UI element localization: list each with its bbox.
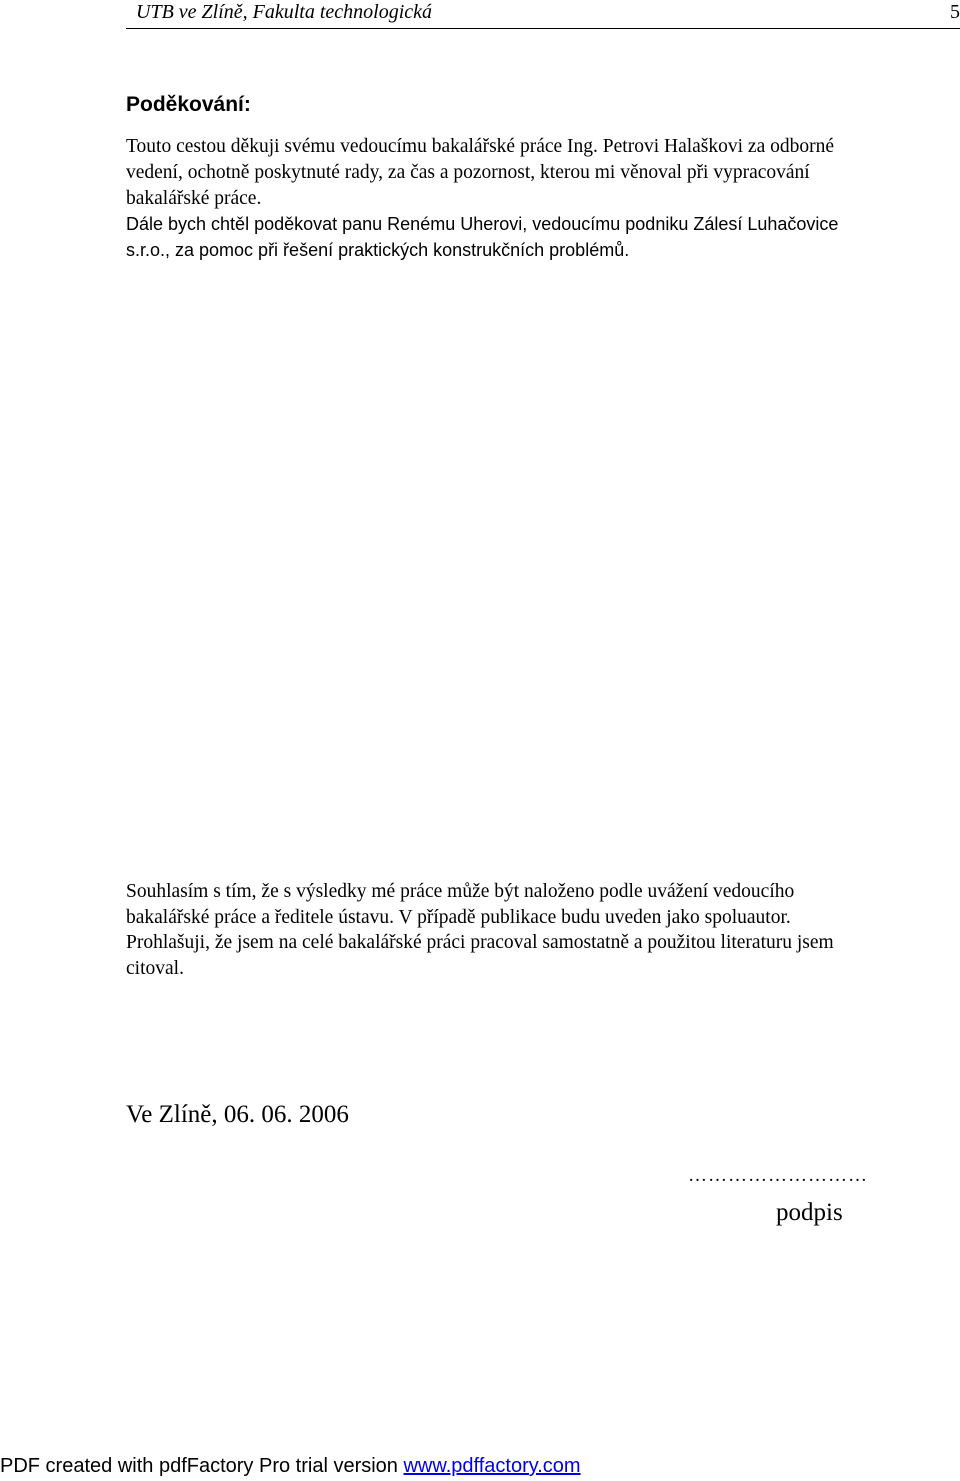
paragraph-line: bakalářské práce.	[126, 188, 262, 209]
footer-text: PDF created with pdfFactory Pro trial version	[0, 1455, 404, 1477]
paragraph-line: Touto cestou děkuji svému vedoucímu bakalářské práce Ing. Petrovi Halaškovi za odborné	[126, 136, 835, 157]
acknowledgement-heading: Poděkování:	[126, 93, 251, 116]
paragraph-line: Prohlašuji, že jsem na celé bakalářské práci pracoval samostatně a použitou literaturu jsem	[126, 932, 834, 953]
header-title: UTB ve Zlíně, Fakulta technologická	[136, 1, 433, 23]
page-header	[126, 0, 960, 29]
paragraph-line: citoval.	[126, 957, 184, 979]
declaration-paragraph	[126, 879, 946, 981]
signature-line: ………………………	[688, 1165, 868, 1186]
company-thanks-paragraph	[126, 211, 946, 263]
paragraph-line: Souhlasím s tím, že s výsledky mé práce může být naloženo podle uvážení vedoucího	[126, 881, 795, 902]
page-number: 5	[950, 1, 960, 23]
place-and-date: Ve Zlíně, 06. 06. 2006	[126, 1101, 349, 1128]
footer-link[interactable]: www.pdffactory.com	[403, 1455, 581, 1477]
paragraph-line: Dále bych chtěl poděkovat panu Renému Uherovi, vedoucímu podniku Zálesí Luhačovice	[126, 214, 839, 234]
paragraph-line: vedení, ochotně poskytnuté rady, za čas a pozornost, kterou mi věnoval při vypracování	[126, 162, 810, 183]
paragraph-line: s.r.o., za pomoc při řešení praktických konstrukčních problémů.	[126, 240, 630, 260]
acknowledgement-paragraph	[126, 134, 946, 212]
signature-label: podpis	[776, 1199, 843, 1226]
pdf-footer	[0, 1452, 581, 1480]
paragraph-line: bakalářské práce a ředitele ústavu. V případě publikace budu uveden jako spoluautor.	[126, 906, 791, 928]
